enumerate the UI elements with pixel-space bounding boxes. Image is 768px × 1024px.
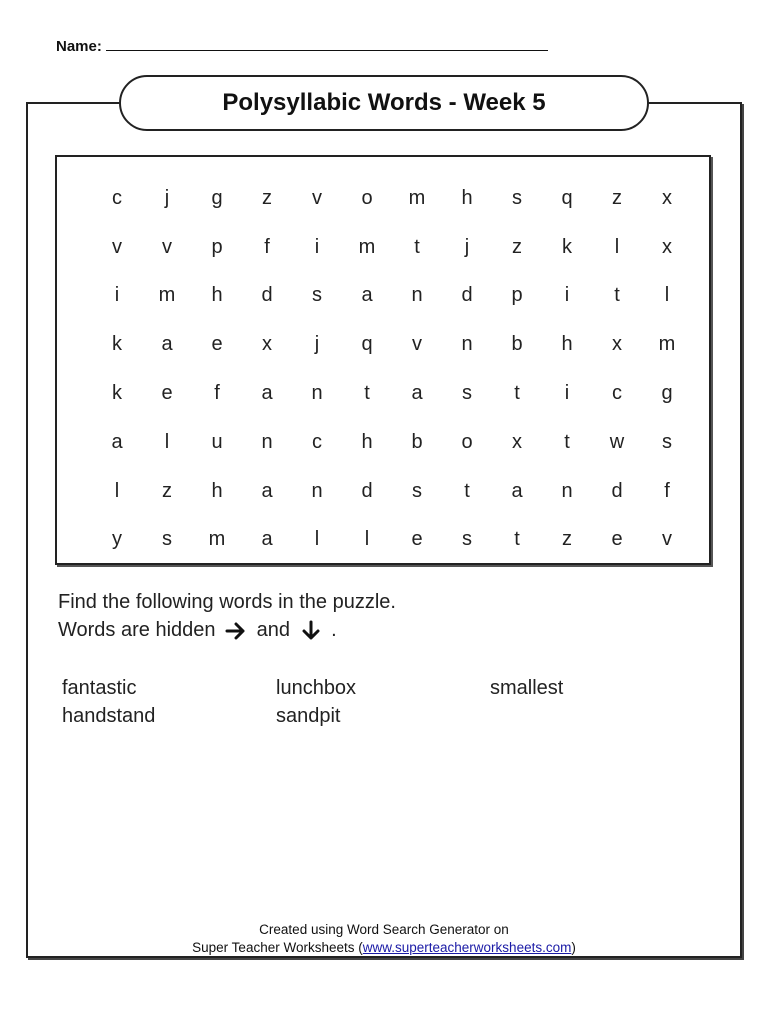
footer-line-1: Created using Word Search Generator on bbox=[259, 922, 509, 937]
grid-cell: x bbox=[662, 186, 672, 209]
grid-cell: e bbox=[161, 382, 173, 405]
grid-cell: j bbox=[164, 186, 170, 209]
grid-cell: k bbox=[112, 382, 122, 405]
grid-cell: l bbox=[114, 479, 120, 502]
grid-cell: z bbox=[562, 528, 572, 551]
instructions-line-2-start: Words are hidden bbox=[58, 619, 216, 641]
grid-cell: l bbox=[614, 235, 620, 258]
grid-cell: d bbox=[461, 284, 473, 307]
grid-cell: f bbox=[264, 235, 270, 258]
grid-cell: a bbox=[511, 479, 523, 502]
grid-cell: h bbox=[361, 430, 373, 453]
grid-cell: t bbox=[364, 382, 370, 405]
grid-cell: k bbox=[112, 333, 122, 356]
grid-cell: s bbox=[312, 284, 322, 307]
grid-cell: c bbox=[612, 382, 622, 405]
page-title bbox=[119, 75, 649, 131]
grid-cell: v bbox=[412, 333, 422, 356]
grid-cell: a bbox=[161, 333, 173, 356]
website-link[interactable]: www.superteacherworksheets.com bbox=[362, 940, 572, 955]
word-list-item: handstand bbox=[62, 705, 156, 727]
grid-cell: n bbox=[261, 430, 273, 453]
grid-cell: y bbox=[112, 528, 122, 551]
grid-cell: e bbox=[211, 333, 223, 356]
grid-cell: n bbox=[311, 479, 323, 502]
puzzle-grid bbox=[92, 174, 692, 564]
grid-cell: x bbox=[612, 333, 622, 356]
grid-cell: k bbox=[562, 235, 572, 258]
grid-cell: c bbox=[312, 430, 322, 453]
grid-cell: a bbox=[261, 528, 273, 551]
grid-cell: z bbox=[262, 186, 272, 209]
grid-cell: d bbox=[361, 479, 373, 502]
grid-cell: m bbox=[208, 528, 226, 551]
instructions-line-2-end: . bbox=[331, 619, 337, 641]
grid-cell: h bbox=[561, 333, 573, 356]
grid-cell: o bbox=[461, 430, 473, 453]
grid-cell: t bbox=[514, 382, 520, 405]
grid-cell: z bbox=[162, 479, 172, 502]
arrow-down-icon bbox=[300, 620, 322, 642]
grid-cell: f bbox=[664, 479, 670, 502]
grid-row bbox=[92, 174, 692, 223]
grid-cell: l bbox=[364, 528, 370, 551]
grid-cell: m bbox=[408, 186, 426, 209]
grid-cell: i bbox=[564, 284, 570, 307]
grid-cell: i bbox=[564, 382, 570, 405]
footer-line-2 bbox=[26, 939, 742, 957]
grid-cell: a bbox=[261, 382, 273, 405]
grid-cell: z bbox=[612, 186, 622, 209]
grid-row bbox=[92, 320, 692, 369]
grid-cell: v bbox=[312, 186, 322, 209]
grid-cell: q bbox=[561, 186, 573, 209]
footer-line-2-end: ) bbox=[571, 940, 576, 955]
grid-cell: d bbox=[261, 284, 273, 307]
footer-line-2-start: Super Teacher Worksheets ( bbox=[192, 940, 363, 955]
grid-cell: v bbox=[662, 528, 672, 551]
arrow-right-icon bbox=[225, 621, 247, 641]
grid-cell: h bbox=[461, 186, 473, 209]
word-list-item: smallest bbox=[490, 677, 564, 699]
puzzle-grid-box bbox=[55, 155, 711, 565]
grid-cell: g bbox=[211, 186, 223, 209]
grid-cell: m bbox=[358, 235, 376, 258]
grid-cell: l bbox=[314, 528, 320, 551]
grid-cell: t bbox=[564, 430, 570, 453]
instructions bbox=[58, 588, 396, 644]
grid-cell: s bbox=[162, 528, 172, 551]
grid-cell: l bbox=[164, 430, 170, 453]
grid-cell: a bbox=[361, 284, 373, 307]
grid-cell: j bbox=[464, 235, 470, 258]
instructions-line-2-mid: and bbox=[256, 619, 290, 641]
word-list-item: fantastic bbox=[62, 677, 137, 699]
grid-cell: n bbox=[461, 333, 473, 356]
grid-cell: c bbox=[112, 186, 122, 209]
grid-cell: m bbox=[658, 333, 676, 356]
grid-cell: b bbox=[411, 430, 423, 453]
grid-cell: t bbox=[514, 528, 520, 551]
grid-cell: s bbox=[462, 382, 472, 405]
grid-cell: n bbox=[411, 284, 423, 307]
grid-cell: h bbox=[211, 479, 223, 502]
grid-cell: p bbox=[211, 235, 223, 258]
grid-row bbox=[92, 516, 692, 565]
grid-cell: t bbox=[464, 479, 470, 502]
grid-cell: a bbox=[111, 430, 123, 453]
grid-cell: t bbox=[414, 235, 420, 258]
word-list-item: lunchbox bbox=[276, 677, 357, 699]
instructions-line-1: Find the following words in the puzzle. bbox=[58, 591, 396, 613]
grid-cell: d bbox=[611, 479, 623, 502]
grid-cell: p bbox=[511, 284, 523, 307]
grid-cell: n bbox=[311, 382, 323, 405]
grid-cell: b bbox=[511, 333, 523, 356]
grid-cell: m bbox=[158, 284, 176, 307]
grid-cell: s bbox=[662, 430, 672, 453]
grid-cell: a bbox=[261, 479, 273, 502]
grid-cell: x bbox=[262, 333, 272, 356]
word-list-item: sandpit bbox=[276, 705, 341, 727]
grid-row bbox=[92, 272, 692, 321]
name-field bbox=[56, 36, 548, 55]
grid-cell: o bbox=[361, 186, 373, 209]
name-label: Name: bbox=[56, 38, 102, 55]
name-underline[interactable] bbox=[106, 36, 548, 51]
grid-row bbox=[92, 467, 692, 516]
grid-cell: q bbox=[361, 333, 373, 356]
grid-cell: a bbox=[411, 382, 423, 405]
grid-cell: g bbox=[661, 382, 673, 405]
instructions-line-2 bbox=[58, 616, 396, 644]
grid-cell: s bbox=[462, 528, 472, 551]
grid-cell: h bbox=[211, 284, 223, 307]
grid-row bbox=[92, 223, 692, 272]
page-title-text: Polysyllabic Words - Week 5 bbox=[222, 89, 546, 116]
grid-cell: u bbox=[211, 430, 223, 453]
grid-cell: z bbox=[512, 235, 522, 258]
footer bbox=[26, 921, 742, 957]
grid-cell: w bbox=[609, 430, 625, 453]
grid-cell: t bbox=[614, 284, 620, 307]
grid-cell: s bbox=[512, 186, 522, 209]
grid-cell: x bbox=[512, 430, 522, 453]
grid-row bbox=[92, 369, 692, 418]
grid-cell: l bbox=[664, 284, 670, 307]
grid-cell: s bbox=[412, 479, 422, 502]
grid-cell: i bbox=[114, 284, 120, 307]
grid-cell: v bbox=[162, 235, 172, 258]
grid-cell: e bbox=[411, 528, 423, 551]
grid-cell: v bbox=[112, 235, 122, 258]
grid-cell: x bbox=[662, 235, 672, 258]
grid-cell: e bbox=[611, 528, 623, 551]
grid-cell: n bbox=[561, 479, 573, 502]
grid-cell: j bbox=[314, 333, 320, 356]
grid-cell: f bbox=[214, 382, 220, 405]
grid-row bbox=[92, 418, 692, 467]
grid-cell: i bbox=[314, 235, 320, 258]
